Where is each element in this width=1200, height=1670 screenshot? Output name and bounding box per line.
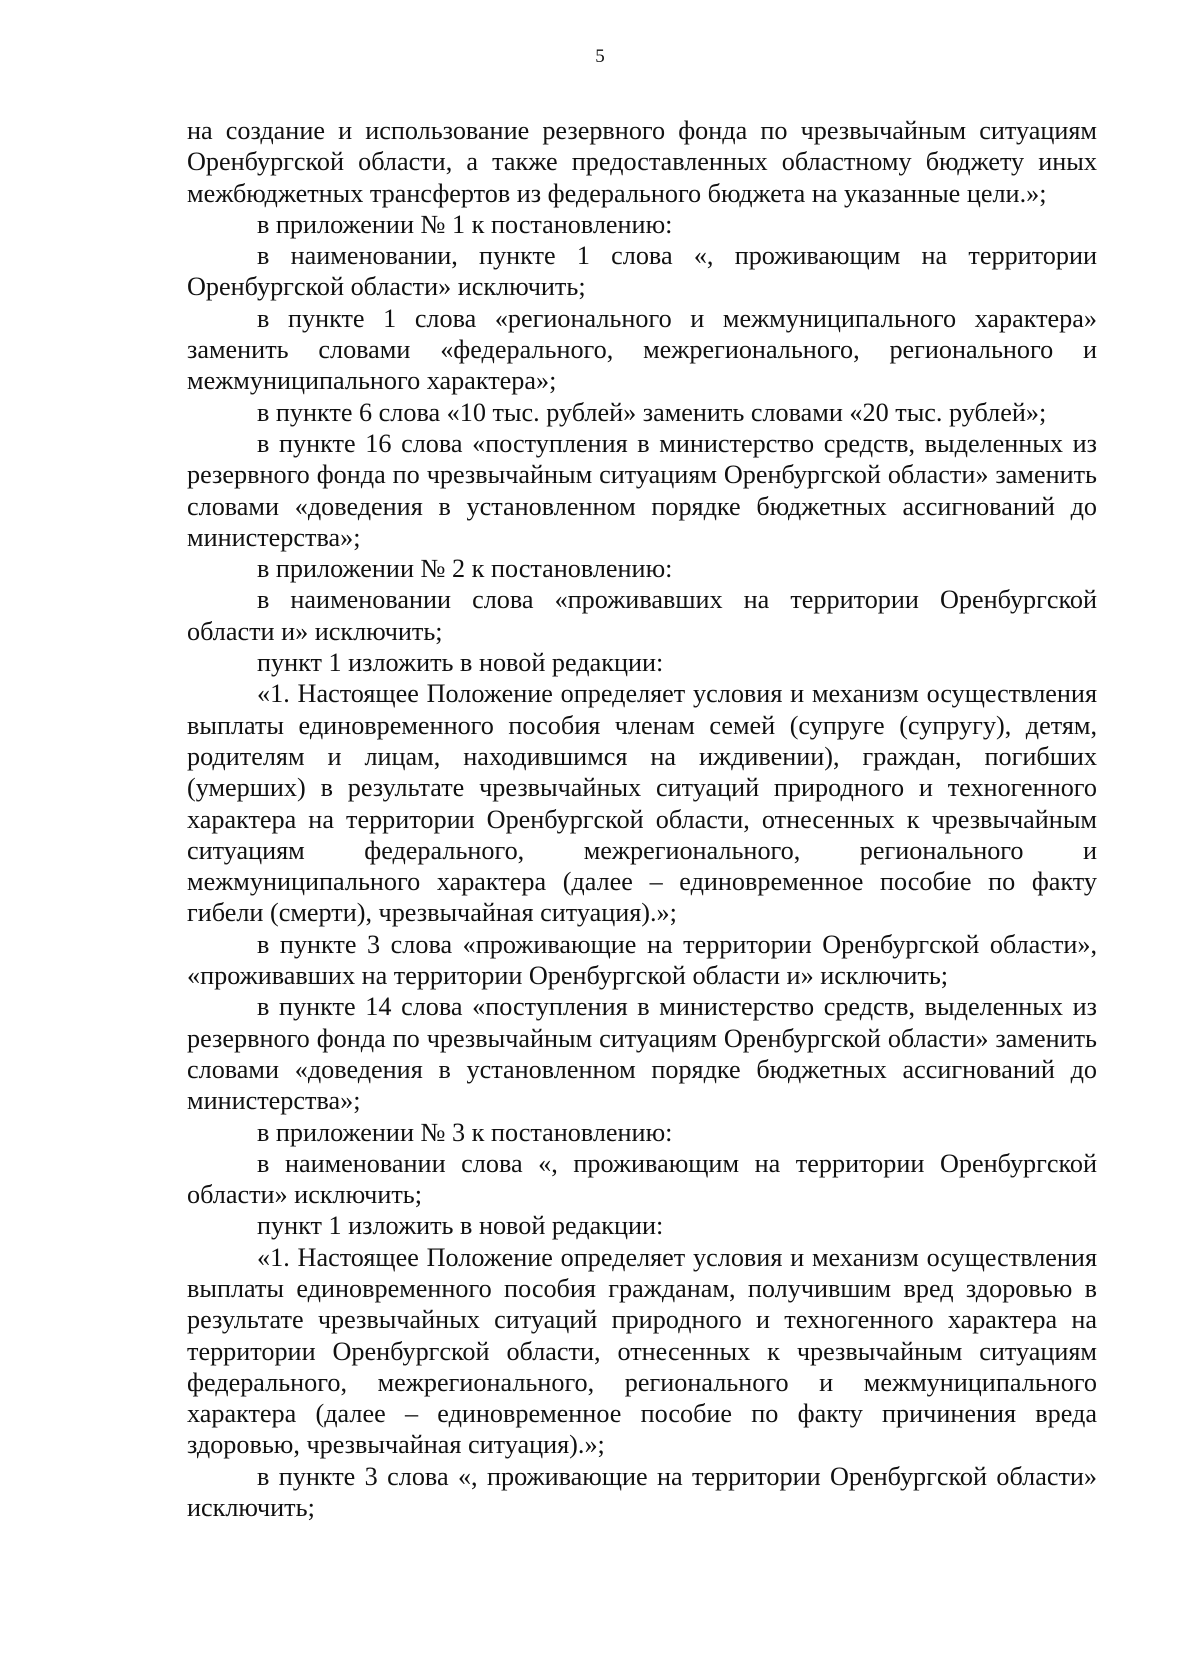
paragraph-appendix-1-heading: в приложении № 1 к постановлению: xyxy=(257,209,673,239)
paragraph: в пункте 14 слова «поступления в министерство средств, выделенных из резервного фонда по чрезвычайным ситуациям Оренбургской области» заменить словами «доведения в установленном порядке бюджетных ассигнований до министерства»; xyxy=(187,992,1097,1116)
paragraph: в пункте 6 слова «10 тыс. рублей» заменить словами «20 тыс. рублей»; xyxy=(257,397,1047,427)
paragraph: в пункте 16 слова «поступления в министерство средств, выделенных из резервного фонда по чрезвычайным ситуациям Оренбургской области» заменить словами «доведения в установленном порядке бюджетных ассигнований до министерства»; xyxy=(187,428,1097,552)
paragraph-continuation: на создание и использование резервного фонда по чрезвычайным ситуациям Оренбургской области, а также предоставленных областному бюджету иных межбюджетных трансфертов из федерального бюджета на указанные цели.»; xyxy=(187,116,1097,208)
paragraph: пункт 1 изложить в новой редакции: xyxy=(257,1211,664,1241)
paragraph-appendix-2-heading: в приложении № 2 к постановлению: xyxy=(257,554,673,584)
paragraph: в пункте 1 слова «регионального и межмуниципального характера» заменить словами «федерального, межрегионального, регионального и межмуниципального характера»; xyxy=(187,303,1097,396)
paragraph: пункт 1 изложить в новой редакции: xyxy=(257,648,664,678)
paragraph-quoted-clause: «1. Настоящее Положение определяет условия и механизм осуществления выплаты единовременного пособия членам семей (супруге (супругу), детям, родителям и лицам, находившимся на иждивении), граждан, погибших (умерших) в результате чрезвычайных ситуаций природного и техногенного характера на территории Оренбургской области, отнесенных к чрезвычайным ситуациям федерального, межрегионального, регионального и межмуниципального характера (далее – единовременное пособие по факту гибели (смерти), чрезвычайная ситуация).»; xyxy=(187,679,1097,928)
paragraph-quoted-clause: «1. Настоящее Положение определяет условия и механизм осуществления выплаты единовременного пособия гражданам, получившим вред здоровью в результате чрезвычайных ситуаций природного и техногенного характера на территории Оренбургской области, отнесенных к чрезвычайным ситуациям федерального, межрегионального, регионального и межмуниципального характера (далее – единовременное пособие по факту причинения вреда здоровью, чрезвычайная ситуация).»; xyxy=(187,1242,1097,1460)
paragraph: в наименовании слова «, проживающим на территории Оренбургской области» исключить; xyxy=(187,1148,1097,1210)
paragraph: в пункте 3 слова «проживающие на территории Оренбургской области», «проживавших на территории Оренбургской области и» исключить; xyxy=(187,929,1097,991)
document-body xyxy=(187,115,1097,1523)
paragraph-appendix-3-heading: в приложении № 3 к постановлению: xyxy=(257,1117,673,1147)
page-number: 5 xyxy=(595,46,605,67)
paragraph: в наименовании, пункте 1 слова «, проживающим на территории Оренбургской области» исключить; xyxy=(187,241,1097,302)
paragraph: в пункте 3 слова «, проживающие на территории Оренбургской области» исключить; xyxy=(187,1461,1097,1523)
paragraph: в наименовании слова «проживавших на территории Оренбургской области и» исключить; xyxy=(187,585,1097,646)
